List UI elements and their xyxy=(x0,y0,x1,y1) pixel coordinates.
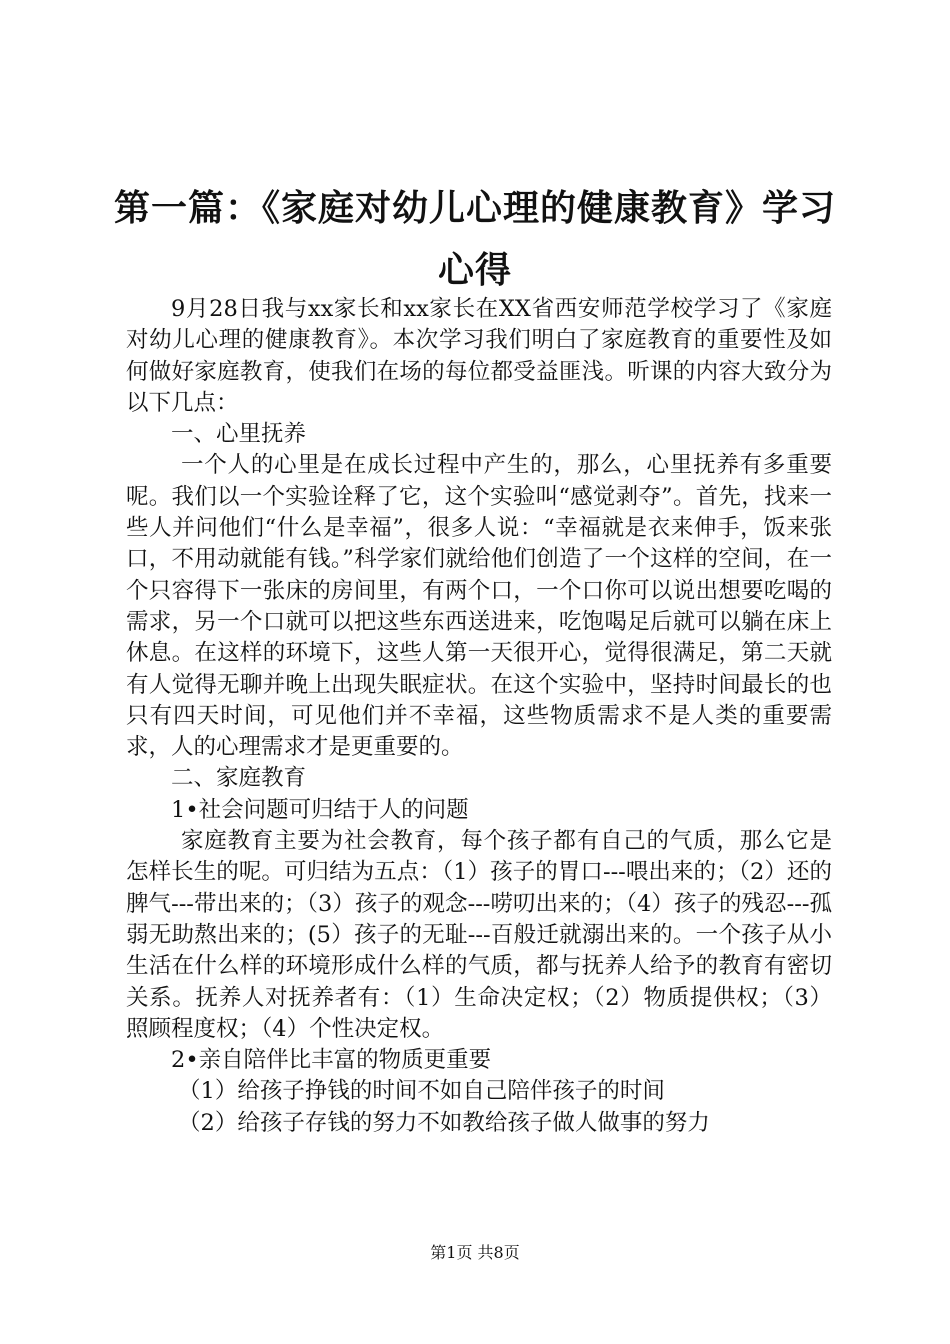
body-paragraph: 家庭教育主要为社会教育，每个孩子都有自己的气质，那么它是怎样长生的呢。可归结为五点：（1）孩子的胃口---喂出来的；（2）还的脾气---带出来的；（3）孩子的观念---唠叨出来的；（4）孩子的残忍---孤弱无助熬出来的；(5）孩子的无耻---百般迁就溺出来的。一个孩子从小生活在什么样的环境形成什么样的气质，都与抚养人给予的教育有密切关系。抚养人对抚养者有：（1）生命决定权；（2）物质提供权；（3）照顾程度权；（4）个性决定权。 xyxy=(126,828,832,1042)
subsection-heading-2: 2•亲自陪伴比丰富的物质更重要 xyxy=(171,1047,492,1074)
document-body xyxy=(126,294,832,1139)
intro-paragraph: 9月28日我与xx家长和xx家长在XX省西安师范学校学习了《家庭对幼儿心理的健康教育》。本次学习我们明白了家庭教育的重要性及如何做好家庭教育，使我们在场的每位都受益匪浅。听课的内容大致分为以下几点： xyxy=(126,296,832,416)
page-number-footer: 第1页 共8页 xyxy=(430,1243,520,1262)
page-title xyxy=(110,178,840,302)
list-item: （1）给孩子挣钱的时间不如自己陪伴孩子的时间 xyxy=(178,1078,665,1105)
title-line-2: 心得 xyxy=(437,250,512,291)
list-item: （2）给孩子存钱的努力不如教给孩子做人做事的努力 xyxy=(178,1109,710,1136)
title-line-1: 第一篇：《家庭对幼儿心理的健康教育》学习 xyxy=(113,188,836,229)
section-heading-2: 二、家庭教育 xyxy=(171,765,307,792)
body-paragraph: 一个人的心里是在成长过程中产生的，那么，心里抚养有多重要呢。我们以一个实验诠释了它，这个实验叫“感觉剥夺”。首先，找来一些人并问他们“什么是幸福”，很多人说：“幸福就是衣来伸手，饭来张口，不用动就能有钱。”科学家们就给他们创造了一个这样的空间，在一个只容得下一张床的房间里，有两个口，一个口你可以说出想要吃喝的需求，另一个口就可以把这些东西送进来，吃饱喝足后就可以躺在床上休息。在这样的环境下，这些人第一天很开心，觉得很满足，第二天就有人觉得无聊并晚上出现失眠症状。在这个实验中，坚持时间最长的也只有四天时间，可见他们并不幸福，这些物质需求不是人类的重要需求，人的心理需求才是更重要的。 xyxy=(126,452,832,761)
subsection-heading-1: 1•社会问题可归结于人的问题 xyxy=(171,796,469,823)
section-heading-1: 一、心里抚养 xyxy=(171,421,307,448)
